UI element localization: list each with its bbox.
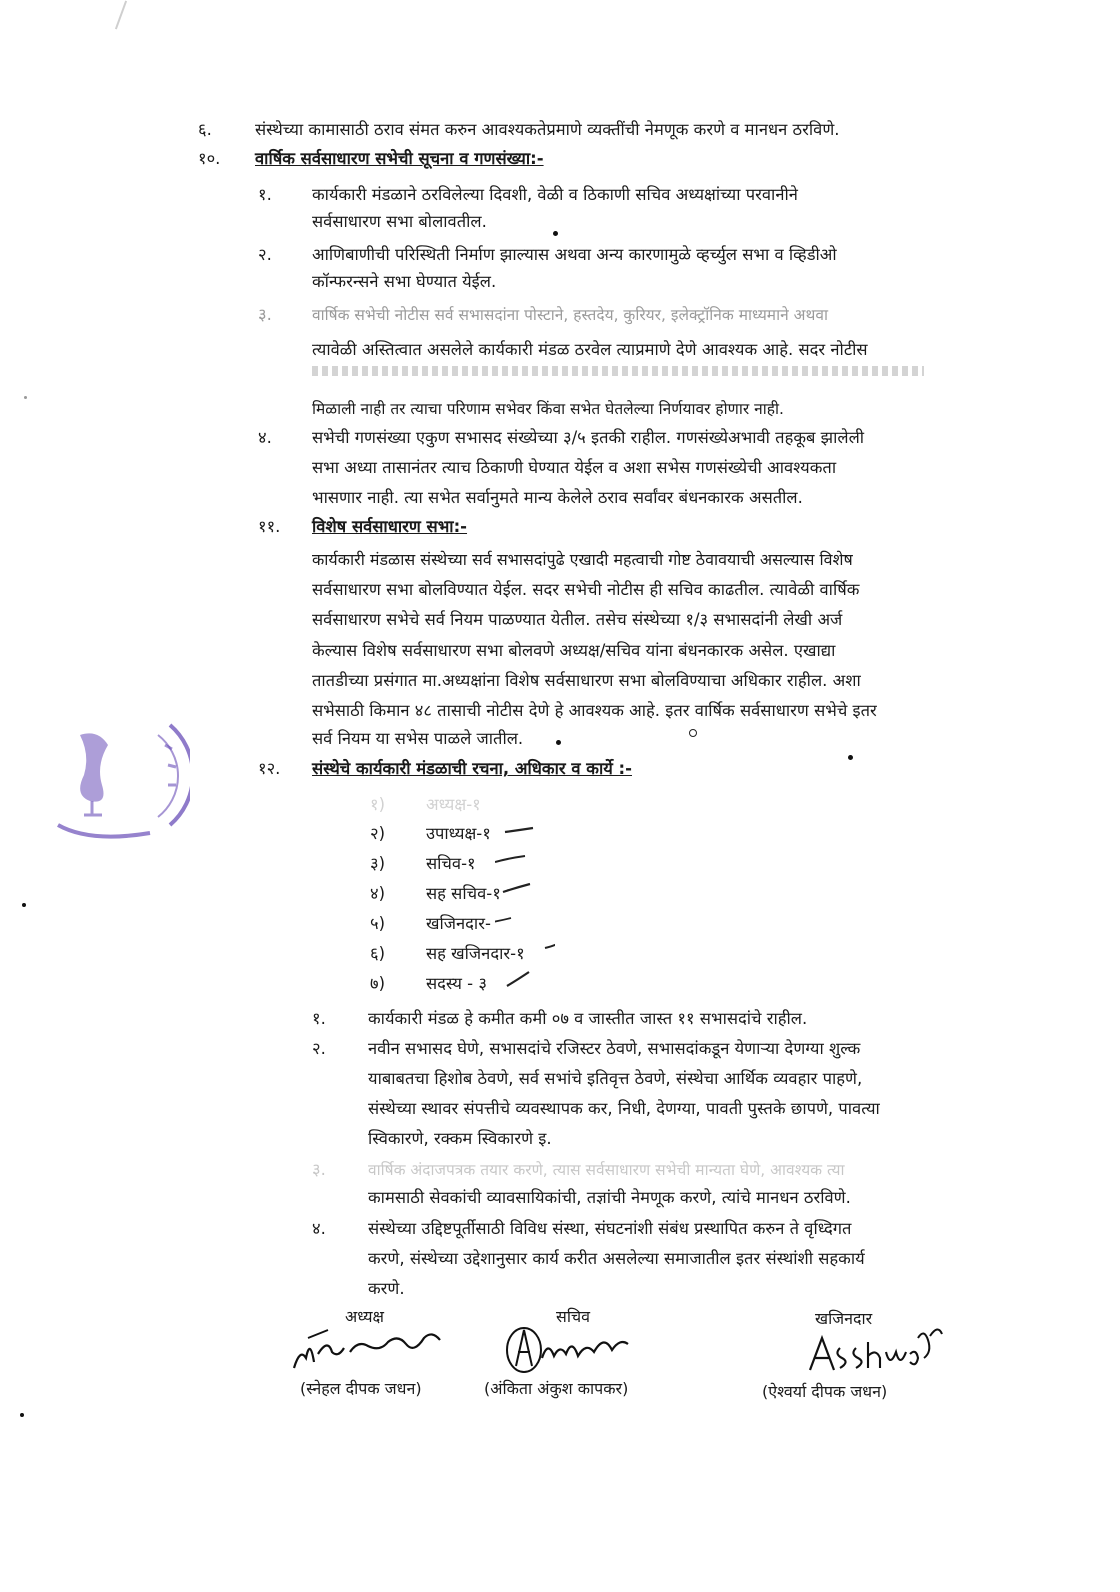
item-number: १. [312, 1009, 326, 1028]
role-number: ४) [370, 884, 386, 903]
paragraph-line: केल्यास विशेष सर्वसाधारण सभा बोलवणे अध्यक्ष/सचिव यांना बंधनकारक असेल. एखाद्या [312, 641, 836, 660]
item-text: संस्थेच्या कामासाठी ठराव संमत करुन आवश्यकतेप्रमाणे व्यक्तींची नेमणूक करणे व मानधन ठरविणे. [255, 120, 840, 139]
item-line: सर्वसाधारण सभा बोलावतील. [312, 212, 487, 231]
role-label: सह सचिव-१ [426, 884, 501, 903]
item-line: कार्यकारी मंडळ हे कमीत कमी ०७ व जास्तीत जास्त ११ सभासदांचे राहील. [368, 1009, 808, 1028]
signatory-name: (ऐश्वर्या दीपक जधन) [762, 1382, 888, 1401]
role-label: अध्यक्ष-१ [426, 795, 481, 814]
scan-artifact [115, 1, 127, 30]
role-label: सदस्य - ३ [426, 974, 487, 993]
item-line: करणे, संस्थेच्या उद्देशानुसार कार्य करीत असलेल्या समाजातील इतर संस्थांशी सहकार्य [368, 1249, 865, 1268]
signature-title: खजिनदार [815, 1309, 873, 1328]
ink-dot [553, 231, 558, 236]
signature-title: अध्यक्ष [345, 1307, 384, 1326]
signatory-name: (स्नेहल दीपक जधन) [300, 1379, 422, 1398]
paragraph-line: सर्वसाधारण सभेचे सर्व नियम पाळण्यात येतील. तसेच संस्थेच्या १/३ सभासदांनी लेखी अर्ज [312, 610, 843, 629]
item-number: २. [258, 245, 272, 264]
item-line: त्यावेळी अस्तित्वात असलेले कार्यकारी मंडळ ठरवेल त्याप्रमाणे देणे आवश्यक आहे. सदर नोटीस [312, 340, 868, 359]
role-number: ७) [370, 974, 386, 993]
item-line: सभेची गणसंख्या एकुण सभासद संख्येच्या ३/५ इतकी राहील. गणसंख्येअभावी तहकूब झालेली [312, 428, 865, 447]
item-number: ३. [258, 305, 272, 324]
paragraph-line: तातडीच्या प्रसंगात मा.अध्यक्षांना विशेष सर्वसाधारण सभा बोलविण्याचा अधिकार राहील. अशा [312, 671, 861, 690]
item-number: १. [258, 185, 272, 204]
item-line: मिळाली नाही तर त्याचा परिणाम सभेवर किंवा सभेत घेतलेल्या निर्णयावर होणार नाही. [312, 400, 784, 418]
item-line: वार्षिक अंदाजपत्रक तयार करणे, त्यास सर्वसाधारण सभेची मान्यता घेणे, आवश्यक त्या [368, 1161, 845, 1179]
stray-mark [22, 903, 26, 907]
role-label: सचिव-१ [426, 854, 476, 873]
role-label: खजिनदार- [426, 914, 491, 933]
paragraph-line: सभेसाठी किमान ४८ तासाची नोटीस देणे हे आवश्यक आहे. इतर वार्षिक सर्वसाधारण सभेचे इतर [312, 701, 877, 720]
role-number: २) [370, 824, 386, 843]
role-label: उपाध्यक्ष-१ [426, 824, 491, 843]
stray-mark [20, 1413, 24, 1417]
item-line: भासणार नाही. त्या सभेत सर्वानुमते मान्य केलेले ठराव सर्वांवर बंधनकारक असतील. [312, 488, 803, 507]
item-line: वार्षिक सभेची नोटीस सर्व सभासदांना पोस्टाने, हस्तदेय, कुरियर, इलेक्ट्रॉनिक माध्यमाने अथवा [312, 306, 829, 324]
role-number: ६) [370, 944, 386, 963]
section-heading: संस्थेचे कार्यकारी मंडळाची रचना, अधिकार व कार्ये :- [312, 759, 632, 778]
role-number: ३) [370, 854, 386, 873]
section-number: ११. [258, 517, 281, 536]
item-line: करणे. [368, 1279, 405, 1298]
ink-circle [689, 729, 697, 737]
role-number: १) [370, 795, 386, 814]
faded-text-strip [312, 366, 924, 376]
role-label: सह खजिनदार-१ [426, 944, 525, 963]
item-line: याबाबतचा हिशोब ठेवणे, सर्व सभांचे इतिवृत्त ठेवणे, संस्थेचा आर्थिक व्यवहार पाहणे, [368, 1069, 863, 1088]
tick-marks [495, 820, 555, 1000]
item-line: स्विकारणे, रक्कम स्विकारणे इ. [368, 1129, 552, 1148]
signatory-name: (अंकिता अंकुश कापकर) [484, 1379, 629, 1398]
item-number: २. [312, 1039, 326, 1058]
paragraph-line: सर्व नियम या सभेस पाळले जातील. [312, 729, 524, 748]
signature-secretary [502, 1316, 642, 1378]
item-number: ४. [312, 1219, 326, 1238]
stray-mark [24, 396, 27, 399]
item-line: आणिबाणीची परिस्थिती निर्माण झाल्यास अथवा अन्य कारणामुळे व्हर्च्युल सभा व व्हिडीओ [312, 245, 837, 264]
signature-president [288, 1318, 448, 1376]
item-line: कामसाठी सेवकांची व्यावसायिकांची, तज्ञांची नेमणूक करणे, त्यांचे मानधन ठरविणे. [368, 1188, 851, 1207]
section-heading: वार्षिक सर्वसाधारण सभेची सूचना व गणसंख्या:- [255, 149, 544, 168]
item-line: संस्थेच्या उद्दिष्टपूर्तीसाठी विविध संस्था, संघटनांशी संबंध प्रस्थापित करुन ते वृध्दिगत [368, 1219, 852, 1238]
signature-treasurer [806, 1318, 946, 1378]
item-line: नवीन सभासद घेणे, सभासदांचे रजिस्टर ठेवणे, सभासदांकडून येणाऱ्या देणग्या शुल्क [368, 1039, 861, 1058]
role-number: ५) [370, 914, 386, 933]
item-line: कार्यकारी मंडळाने ठरविलेल्या दिवशी, वेळी व ठिकाणी सचिव अध्यक्षांच्या परवानीने [312, 185, 798, 204]
item-line: सभा अध्या तासानंतर त्याच ठिकाणी घेण्यात येईल व अशा सभेस गणसंख्येची आवश्यकता [312, 458, 837, 477]
item-line: संस्थेच्या स्थावर संपत्तीचे व्यवस्थापक कर, निधी, देणग्या, पावती पुस्तके छापणे, पावत्या [368, 1099, 880, 1118]
section-number: १०. [198, 149, 221, 168]
stamp-seal [50, 705, 190, 845]
ink-dot [848, 755, 853, 760]
signature-title: सचिव [556, 1307, 591, 1326]
ink-dot [556, 740, 561, 745]
item-number: ३. [312, 1160, 326, 1179]
item-line: कॉन्फरन्सने सभा घेण्यात येईल. [312, 272, 497, 291]
item-number: ४. [258, 428, 272, 447]
section-number: १२. [258, 759, 281, 778]
paragraph-line: कार्यकारी मंडळास संस्थेच्या सर्व सभासदांपुढे एखादी महत्वाची गोष्ट ठेवावयाची असल्यास विशेष [312, 550, 853, 569]
paragraph-line: सर्वसाधारण सभा बोलविण्यात येईल. सदर सभेची नोटीस ही सचिव काढतील. त्यावेळी वार्षिक [312, 580, 860, 599]
item-number: ६. [198, 120, 212, 139]
section-heading: विशेष सर्वसाधारण सभा:- [312, 517, 468, 536]
